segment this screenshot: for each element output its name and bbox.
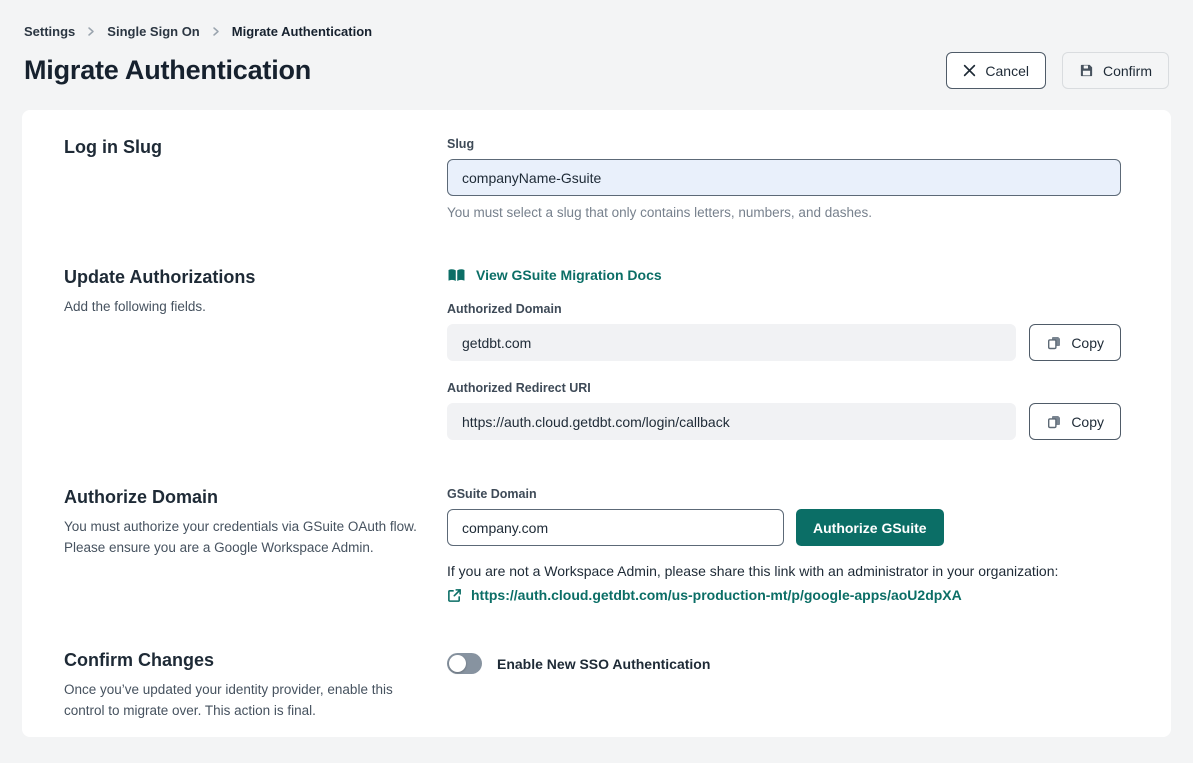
header-actions — [946, 52, 1169, 89]
book-icon — [447, 268, 466, 283]
enable-sso-toggle-row — [447, 653, 1121, 674]
copy-icon — [1046, 335, 1062, 351]
breadcrumb-single-sign-on[interactable]: Single Sign On — [107, 24, 200, 39]
breadcrumb-settings[interactable]: Settings — [24, 24, 76, 39]
cancel-button[interactable] — [946, 52, 1046, 89]
settings-card — [22, 110, 1171, 737]
external-link-icon — [447, 588, 462, 603]
page-title: Migrate Authentication — [24, 55, 312, 85]
confirm-button-label: Confirm — [1102, 62, 1152, 79]
section-update-authorizations — [64, 267, 1121, 440]
authorize-domain-description: You must authorize your credentials via GSuite OAuth flow. Please ensure you are a Google Workspace Admin. — [64, 519, 417, 555]
x-icon — [963, 64, 976, 77]
page-header — [22, 52, 1171, 89]
update-authorizations-heading: Update Authorizations — [64, 267, 256, 287]
breadcrumb — [22, 0, 1171, 39]
admin-share-link[interactable]: https://auth.cloud.getdbt.com/us-production-mt/p/google-apps/aoU2dpXA — [471, 587, 962, 603]
copy-icon — [1046, 414, 1062, 430]
slug-label: Slug — [447, 137, 475, 151]
copy-button-label: Copy — [1071, 334, 1104, 351]
authorize-domain-heading: Authorize Domain — [64, 487, 219, 507]
slug-input[interactable] — [447, 159, 1121, 196]
copy-authorized-domain-button[interactable] — [1029, 324, 1121, 361]
authorized-domain-label: Authorized Domain — [447, 302, 562, 316]
breadcrumb-migrate-authentication: Migrate Authentication — [231, 24, 373, 39]
gsuite-domain-label: GSuite Domain — [447, 487, 537, 501]
authorized-domain-input[interactable] — [447, 324, 1016, 361]
chevron-right-icon — [86, 26, 96, 37]
confirm-changes-heading: Confirm Changes — [64, 650, 215, 670]
section-confirm-changes — [64, 650, 1121, 722]
login-slug-heading: Log in Slug — [64, 137, 162, 157]
save-icon — [1079, 63, 1094, 78]
enable-sso-toggle[interactable] — [447, 653, 482, 674]
copy-button-label: Copy — [1071, 413, 1104, 430]
copy-redirect-uri-button[interactable] — [1029, 403, 1121, 440]
redirect-uri-label: Authorized Redirect URI — [447, 381, 591, 395]
redirect-uri-field — [447, 381, 1121, 440]
section-login-slug — [64, 137, 1121, 220]
gsuite-migration-docs-label: View GSuite Migration Docs — [476, 267, 662, 283]
enable-sso-toggle-label: Enable New SSO Authentication — [497, 655, 711, 672]
cancel-button-label: Cancel — [985, 62, 1029, 79]
slug-helper-text: You must select a slug that only contains letters, numbers, and dashes. — [447, 205, 872, 220]
authorize-gsuite-button[interactable]: Authorize GSuite — [796, 509, 944, 546]
gsuite-domain-input[interactable] — [447, 509, 784, 546]
update-authorizations-description: Add the following fields. — [64, 299, 206, 314]
authorized-domain-field — [447, 302, 1121, 361]
chevron-right-icon — [211, 26, 221, 37]
confirm-button[interactable] — [1062, 52, 1169, 89]
toggle-knob — [449, 655, 466, 672]
gsuite-migration-docs-link[interactable] — [447, 267, 662, 283]
workspace-admin-note: If you are not a Workspace Admin, please share this link with an administrator in your organization: — [447, 563, 1059, 579]
section-authorize-domain — [64, 487, 1121, 603]
redirect-uri-input[interactable] — [447, 403, 1016, 440]
confirm-changes-description: Once you’ve updated your identity provider, enable this control to migrate over. This action is final. — [64, 682, 393, 718]
